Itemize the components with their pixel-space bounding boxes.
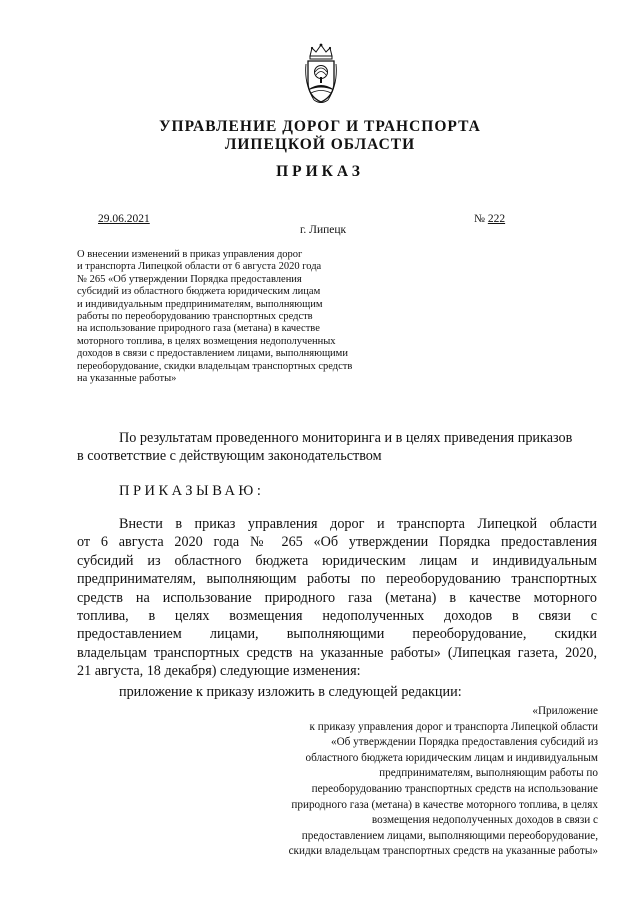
subject-line: № 265 «Об утверждении Порядка предоставления — [77, 273, 302, 285]
appendix-line: возмещения недополученных доходов в связи с — [371, 814, 598, 827]
order-number — [474, 213, 505, 225]
document-type: ПРИКАЗ — [276, 163, 364, 180]
appendix-line: «Об утверждении Порядка предоставления субсидий из — [331, 736, 598, 749]
subject-line: работы по переоборудованию транспортных средств — [77, 311, 313, 323]
order-number-value: 222 — [487, 213, 506, 225]
lipetsk-coat-of-arms-icon — [304, 42, 338, 106]
appendix-line: «Приложение — [532, 705, 598, 717]
appendix-line: предпринимателям, выполняющим работы по — [379, 767, 598, 780]
subject-line: субсидий из областного бюджета юридическим лицам — [77, 286, 321, 298]
intro-line: в соответствие с действующим законодательством — [77, 448, 382, 465]
order-city: г. Липецк — [300, 224, 347, 236]
body-line: Внести в приказ управления дорог и транспорта Липецкой области — [119, 516, 597, 532]
order-subject — [77, 249, 397, 385]
body-line: от 6 августа 2020 года № 265 «Об утверждении Порядка предоставления — [77, 534, 597, 551]
subject-line: доходов в связи с предоставлением лицами, выполняющими — [77, 348, 348, 360]
subject-line: переоборудование, скидки владельцам транспортных средств — [77, 360, 353, 372]
intro-paragraph — [77, 429, 597, 466]
subject-line: О внесении изменений в приказ управления дорог — [77, 249, 303, 260]
appendix-line: к приказу управления дорог и транспорта Липецкой области — [309, 720, 598, 733]
body-line: субсидий из областного бюджета юридическим лицам и индивидуальным — [77, 552, 597, 569]
appendix-line: областного бюджета юридическим лицам и индивидуальным — [305, 751, 598, 764]
body-line: 21 августа, 18 декабря) следующие изменения: — [77, 663, 361, 680]
subject-line: на указанные работы» — [77, 373, 177, 385]
body-line: топлива, в целях возмещения недополученных доходов в связи с — [77, 607, 597, 624]
appendix-header — [178, 704, 598, 860]
subject-line: и транспорта Липецкой области от 6 августа 2020 года — [77, 261, 322, 273]
org-name-line1: УПРАВЛЕНИЕ ДОРОГ И ТРАНСПОРТА — [159, 118, 481, 135]
body-line: средств на использование природного газа (метана) в качестве моторного — [77, 589, 597, 606]
subject-line: и индивидуальным предпринимателям, выполняющим — [77, 298, 323, 310]
subject-line: моторного топлива, в целях возмещения недополученных — [77, 335, 336, 347]
appendix-line: предоставлением лицами, выполняющими переоборудование, — [301, 829, 598, 842]
body-line: владельцам транспортных средств на указанные работы» (Липецкая газета, 2020, — [77, 644, 597, 661]
appendix-instruction: приложение к приказу изложить в следующей редакции: — [119, 684, 462, 700]
body-line: предоставлением лицами, выполняющими переоборудование, скидки — [77, 626, 597, 643]
order-number-prefix: № — [474, 213, 485, 225]
appendix-line: переоборудованию транспортных средств на использование — [311, 782, 598, 795]
body-line: предпринимателям, выполняющим работы по переоборудованию транспортных — [77, 571, 597, 588]
order-date: 29.06.2021 — [98, 213, 150, 225]
org-name-line2: ЛИПЕЦКОЙ ОБЛАСТИ — [224, 136, 416, 153]
intro-line: По результатам проведенного мониторинга и в целях приведения приказов — [119, 430, 573, 446]
order-body-paragraph — [77, 515, 597, 681]
subject-line: на использование природного газа (метана) в качестве — [77, 323, 320, 335]
appendix-line: скидки владельцам транспортных средств на указанные работы» — [288, 845, 598, 858]
appendix-line: природного газа (метана) в качестве моторного топлива, в целях — [291, 798, 598, 811]
order-word: ПРИКАЗЫВАЮ: — [119, 483, 265, 499]
